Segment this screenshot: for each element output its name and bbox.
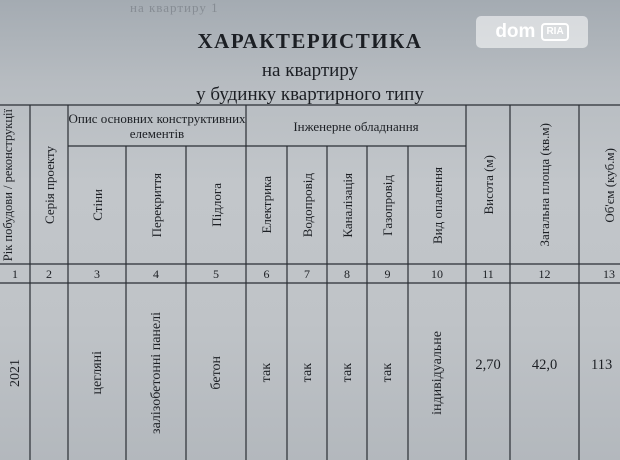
dom-ria-logo xyxy=(476,16,588,48)
cell-height: 2,70 xyxy=(475,356,501,373)
cell-gas: так xyxy=(380,362,395,383)
header-walls: Стіни xyxy=(89,189,105,221)
col-number: 13 xyxy=(603,266,615,281)
cell-total-area: 42,0 xyxy=(531,356,558,373)
header-group-structural: Опис основних конструктивних елементів xyxy=(68,111,246,141)
header-series: Серія проекту xyxy=(41,146,57,224)
cell-year: 2021 xyxy=(7,358,23,387)
header-sewer: Каналізація xyxy=(339,172,355,238)
header-height: Висота (м) xyxy=(480,155,496,215)
header-volume: Об'єм (куб.м) xyxy=(601,147,617,223)
col-number: 8 xyxy=(344,266,350,281)
cell-series xyxy=(30,285,68,460)
cell-floors-between: залізобетонні панелі xyxy=(148,311,164,434)
header-group-engineering: Інженерне обладнання xyxy=(293,118,419,134)
cell-sewer: так xyxy=(339,362,355,383)
document-title: ХАРАКТЕРИСТИКА xyxy=(197,29,423,53)
col-number: 9 xyxy=(384,266,391,281)
logo-text: dom xyxy=(495,21,536,42)
header-water: Водопровід xyxy=(299,172,315,238)
col-number: 7 xyxy=(304,266,310,281)
col-number: 11 xyxy=(482,266,494,281)
col-number: 12 xyxy=(538,266,551,281)
col-number: 4 xyxy=(153,266,159,281)
header-floors-between: Перекриття xyxy=(148,172,164,238)
cell-floor: бетон xyxy=(208,355,224,390)
col-number: 6 xyxy=(263,266,270,281)
cell-electric: так xyxy=(259,362,274,383)
col-number: 3 xyxy=(94,266,100,281)
faded-bleedthrough-text: на квартиру 1 xyxy=(130,0,219,15)
document-subtitle-1: на квартиру xyxy=(261,60,359,81)
col-number: 10 xyxy=(431,266,443,281)
cell-volume: 113 xyxy=(591,356,613,373)
cell-heating: індивідуальне xyxy=(429,330,445,415)
col-number: 5 xyxy=(213,266,219,281)
cell-walls: цегляні xyxy=(89,350,105,395)
logo-badge: RIA xyxy=(541,23,568,41)
header-total-area: Загальна площа (кв.м) xyxy=(537,123,552,247)
col-number: 1 xyxy=(12,266,18,281)
header-floor: Підлога xyxy=(208,183,224,227)
col-number: 2 xyxy=(46,266,52,281)
document-subtitle-2: у будинку квартирного типу xyxy=(196,84,424,105)
header-gas: Газопровід xyxy=(380,174,395,236)
header-year: Рік побудови / реконструкції xyxy=(0,108,15,262)
header-heating: Вид опалення xyxy=(429,166,445,244)
cell-water: так xyxy=(299,362,315,383)
header-electric: Електрика xyxy=(259,176,274,234)
